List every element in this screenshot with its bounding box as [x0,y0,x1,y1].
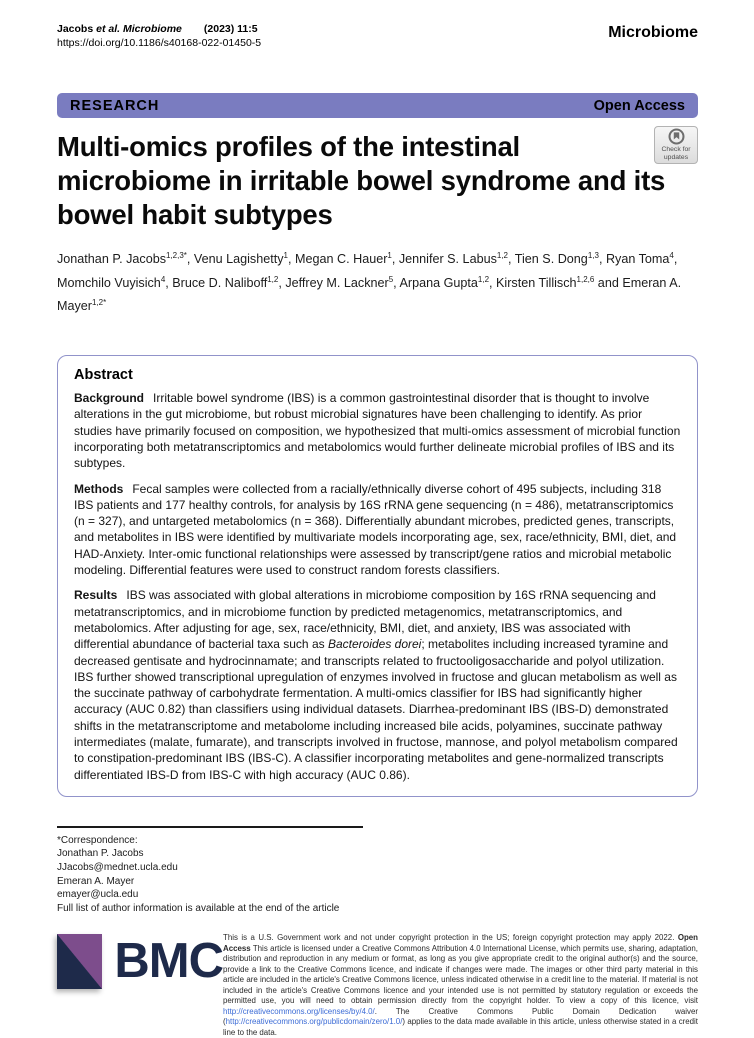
article-title: Multi-omics profiles of the intestinal microbiome in irritable bowel syndrome and its bowel habit subtypes [57,131,666,230]
title-section [57,130,698,232]
author-name: Megan C. Hauer [295,252,388,267]
background-label: Background [74,391,145,406]
author-affiliation-sup: 1,2 [496,251,508,260]
check-updates-label: Check for updates [661,146,691,161]
author-name: Momchilo Vuyisich [57,275,161,290]
citation-block [57,22,261,50]
author-name: Bruce D. Naliboff [172,275,268,290]
abstract-box [57,355,698,797]
abstract-results [74,587,681,783]
page-footer [57,932,698,1038]
results-text-post: ; metabolites including increased tyramine and decreased gentisate and hydrocinnamate; and transcripts related to fructooligosaccharide and polyol utilization. IBS further showed transcriptional upregulation of enzymes involved in fructose and glucan metabolism as well as the succinate pathway of carbohydrate fermentation. A multi-omics classifier for IBS had significantly higher accuracy (AUC 0.82) than classifiers using individual datasets. Diarrhea-predominant IBS (IBS-D) demonstrated shifts in the metatranscriptome and metabolome including increased bile acids, polyamines, succinate pathway intermediates (malate, fumarate), and transcripts involved in fructose, mannose, and polyol metabolism compared to constipation-predominant IBS (IBS-C). A classifier incorporating metabolites and gene-normalized transcripts differentiated IBS-D from IBS-C with high accuracy (AUC 0.86). [74,637,678,782]
check-for-updates-button[interactable] [654,126,698,164]
bmc-logo [57,932,223,989]
citation-journal: et al. Microbiome [96,23,182,35]
background-text: Irritable bowel syndrome (IBS) is a common gastrointestinal disorder that is thought to involve alterations in the gut microbiome, but robust microbial signatures have been challenging to identify. As prior studies have primarily focused on composition, we hypothesized that multi-omics assessment of microbial function incorporating both metatranscriptomics and metabolomics would further delineate microbial profiles of IBS and its subtypes. [74,391,681,471]
author-affiliation-sup: 1,2 [477,274,490,284]
license-text [223,932,698,1038]
bmc-logo-icon [57,934,102,989]
author-name: Jennifer S. Labus [398,252,497,267]
page-header [57,22,698,50]
author-affiliation-sup: 4 [669,251,674,260]
abstract-heading: Abstract [74,367,133,384]
abstract-background [74,390,681,471]
research-label: RESEARCH [70,97,160,114]
abstract-methods [74,481,681,579]
author-affiliation-sup: 1,2,6 [576,274,595,284]
author-name: Arpana Gupta [399,275,478,290]
methods-text: Fecal samples were collected from a racially/ethnically diverse cohort of 495 subjects, including 318 IBS patients and 177 healthy controls, for analysis by 16S rRNA gene sequencing (n = 486), metatranscriptomics (n = 327), and untargeted metabolomics (n = 368). Differentially abundant microbes, predicted genes, transcripts, and metabolites in IBS were identified by multivariate models incorporating age, sex, race/ethnicity, BMI, diet, and HAD-Anxiety. Inter-omic functional relationships were assessed by transcript/gene ratios and microbial metabolic modeling. Differential features were used to construct random forests classifiers. [74,481,677,578]
methods-label: Methods [74,481,124,496]
author-name: Emeran A. Mayer [57,275,682,314]
doi-text: https://doi.org/10.1186/s40168-022-01450-5 [57,37,262,49]
license-segment: ) applies to the data made available in this article, unless otherwise stated in a credit line to the data. [223,1017,698,1037]
author-affiliation-sup: 1,3 [587,251,599,260]
author-name: Tien S. Dong [514,252,588,267]
author-name: Jeffrey M. Lackner [285,275,389,290]
results-species-italic: Bacteroides dorei [327,637,422,652]
correspondence-line: emayer@ucla.edu [57,889,139,901]
correspondence-lines [57,834,698,916]
author-list: Jonathan P. Jacobs$^{1,2,3*}$, Venu Lagishetty$^1$, Megan C. Hauer$^1$, Jennifer S. Labus$^{1,2}$, Tien S. Dong$^{1,3}$, Ryan Toma$^4$, Momchilo Vuyisich$^4$, Bruce D. Naliboff$^{1,2}$, Jeffrey M. Lackner$^5$, Arpana Gupta$^{1,2}$, Kirsten Tillisch$^{1,2,6}$ and Emeran A. Mayer$^{1,2*}$ [57,251,682,314]
author-affiliation-sup: 1,2 [267,274,279,284]
open-access-badge: Open Access [593,97,685,114]
citation-line [57,22,261,36]
results-text-pre: IBS was associated with global alterations in microbiome composition by 16S rRNA sequencing and metatranscriptomics, and in microbiome function by predicted metagenomics, metatranscriptomics, and metabolomics. After adjusting for age, sex, race/ethnicity, BMI, diet, and anxiety, IBS was associated with differential abundance of bacterial taxa such as [74,588,656,652]
correspondence-line: Jonathan P. Jacobs [57,848,144,860]
correspondence-block [57,826,698,916]
license-segment: Open Access [223,933,698,953]
citation-issue: (2023) 11:5 [203,23,258,35]
footnote-divider [57,826,363,828]
author-name: Venu Lagishetty [193,252,284,267]
author-affiliation-sup: 4 [160,274,166,284]
author-name: Jonathan P. Jacobs [57,252,166,267]
license-segment: . The Creative Commons Public Domain Dedication waiver ( [223,1006,698,1027]
bmc-logo-text: BMC [114,934,223,989]
correspondence-line: Emeran A. Mayer [57,875,135,887]
author-affiliation-sup: 1,2* [92,298,107,308]
author-affiliation-sup: 1 [283,251,288,260]
license-link[interactable]: http://creativecommons.org/publicdomain/zero/1.0/ [225,1017,403,1027]
correspondence-line: Full list of author information is available at the end of the article [57,902,340,914]
author-name: Kirsten Tillisch [496,275,577,290]
correspondence-line: JJacobs@mednet.ucla.edu [57,862,178,874]
results-label: Results [74,588,118,603]
journal-name: Microbiome [608,24,698,41]
author-name: Ryan Toma [605,252,670,267]
author-affiliation-sup: 1 [387,251,392,260]
license-link[interactable]: http://creativecommons.org/licenses/by/4.0/ [223,1006,375,1016]
research-banner [57,93,698,118]
check-updates-icon [668,128,685,145]
author-affiliation-sup: 5 [388,274,394,284]
license-segment: This article is licensed under a Creative Commons Attribution 4.0 International License, which permits use, sharing, adaptation, distribution and reproduction in any medium or format, as long as you give appropriate credit to the original author(s) and the source, provide a link to the Creative Commons licence, and indicate if changes were made. The images or other third party material in this article are included in the article's Creative Commons licence, unless indicated otherwise in a credit line to the material. If material is not included in the article's Creative Commons licence and your intended use is not permitted by statutory regulation or exceeds the permitted use, you will need to obtain permission directly from the copyright holder. To view a copy of this licence, visit [223,943,698,1006]
license-segment: This is a U.S. Government work and not under copyright protection in the US; foreign copyright protection may apply 2022. [223,933,678,943]
citation-author: Jacobs [57,23,97,35]
author-affiliation-sup: 1,2,3* [166,251,187,260]
correspondence-line: *Correspondence: [57,834,138,846]
